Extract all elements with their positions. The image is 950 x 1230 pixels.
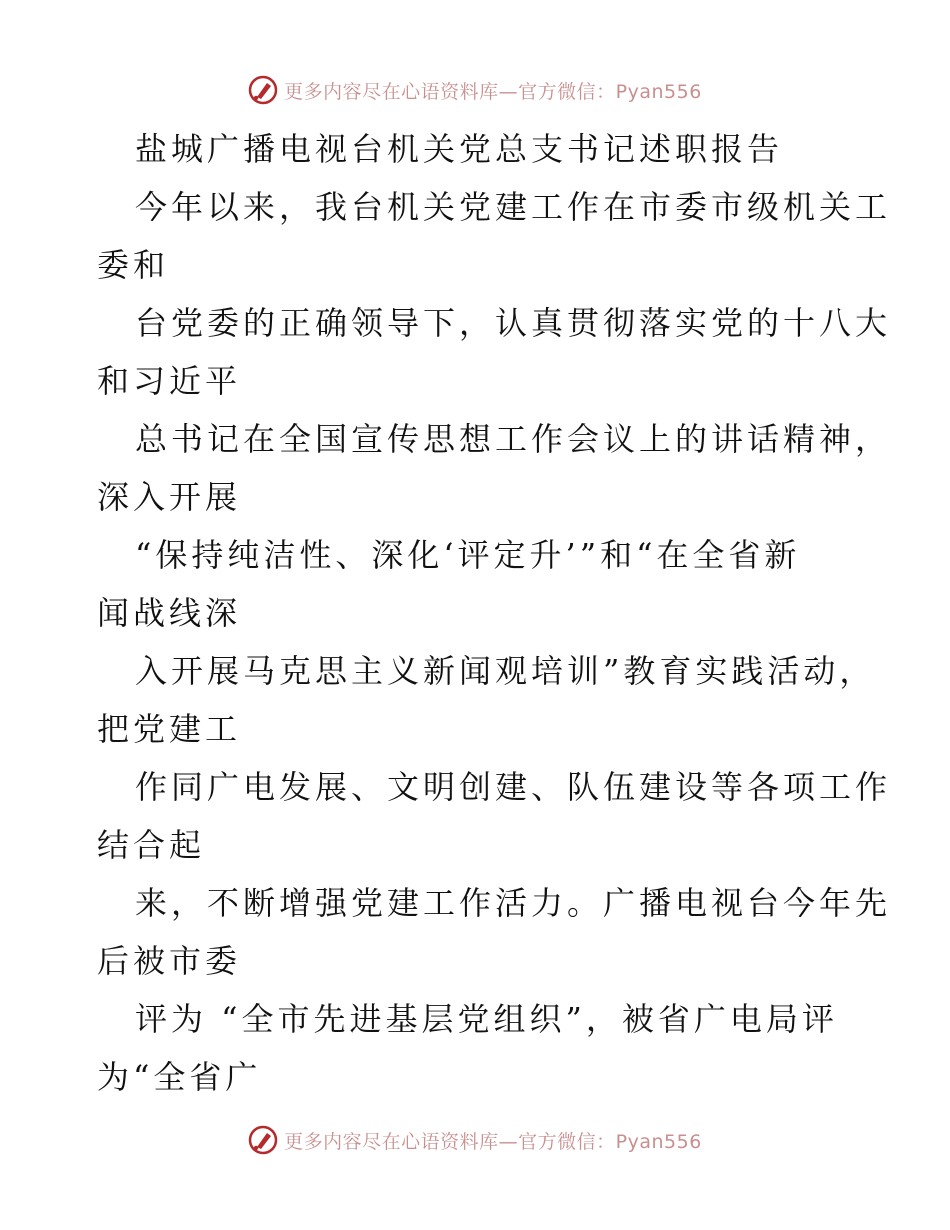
document-line: 结合起: [97, 826, 206, 864]
document-line: 深入开展: [97, 478, 242, 516]
document-line: 来，不断增强党建工作活力。广播电视台今年先: [135, 884, 892, 922]
document-line: 总书记在全国宣传思想工作会议上的讲话精神，: [135, 420, 892, 458]
document-body: [97, 120, 892, 1106]
footer-watermark: [0, 1120, 950, 1160]
document-line: 评为 “全市先进基层党组织”，被省广电局评: [135, 1000, 838, 1038]
document-line: 闻战线深: [97, 594, 242, 632]
document-line: 盐城广播电视台机关党总支书记述职报告: [135, 130, 784, 168]
watermark-text: 更多内容尽在心语资料库—官方微信：Pyan556: [284, 1130, 702, 1153]
document-line: 入开展马克思主义新闻观培训”教育实践活动，: [135, 652, 876, 690]
watermark-group: [248, 75, 702, 105]
document-line: 为“全省广: [97, 1058, 262, 1096]
document-line: 和习近平: [97, 362, 242, 400]
document-line: “保持纯洁性、深化‘评定升’”和“在全省新: [135, 536, 801, 574]
header-watermark: [0, 70, 950, 110]
document-line: 今年以来，我台机关党建工作在市委市级机关工: [135, 188, 892, 226]
pen-nib-icon: [248, 75, 278, 105]
document-line: 委和: [97, 246, 170, 284]
document-line: 把党建工: [97, 710, 242, 748]
document-line: 台党委的正确领导下，认真贯彻落实党的十八大: [135, 304, 892, 342]
watermark-group: [248, 1125, 702, 1155]
watermark-text: 更多内容尽在心语资料库—官方微信：Pyan556: [284, 80, 702, 103]
pen-nib-icon: [248, 1125, 278, 1155]
document-line: 作同广电发展、文明创建、队伍建设等各项工作: [135, 768, 892, 806]
document-line: 后被市委: [97, 942, 242, 980]
